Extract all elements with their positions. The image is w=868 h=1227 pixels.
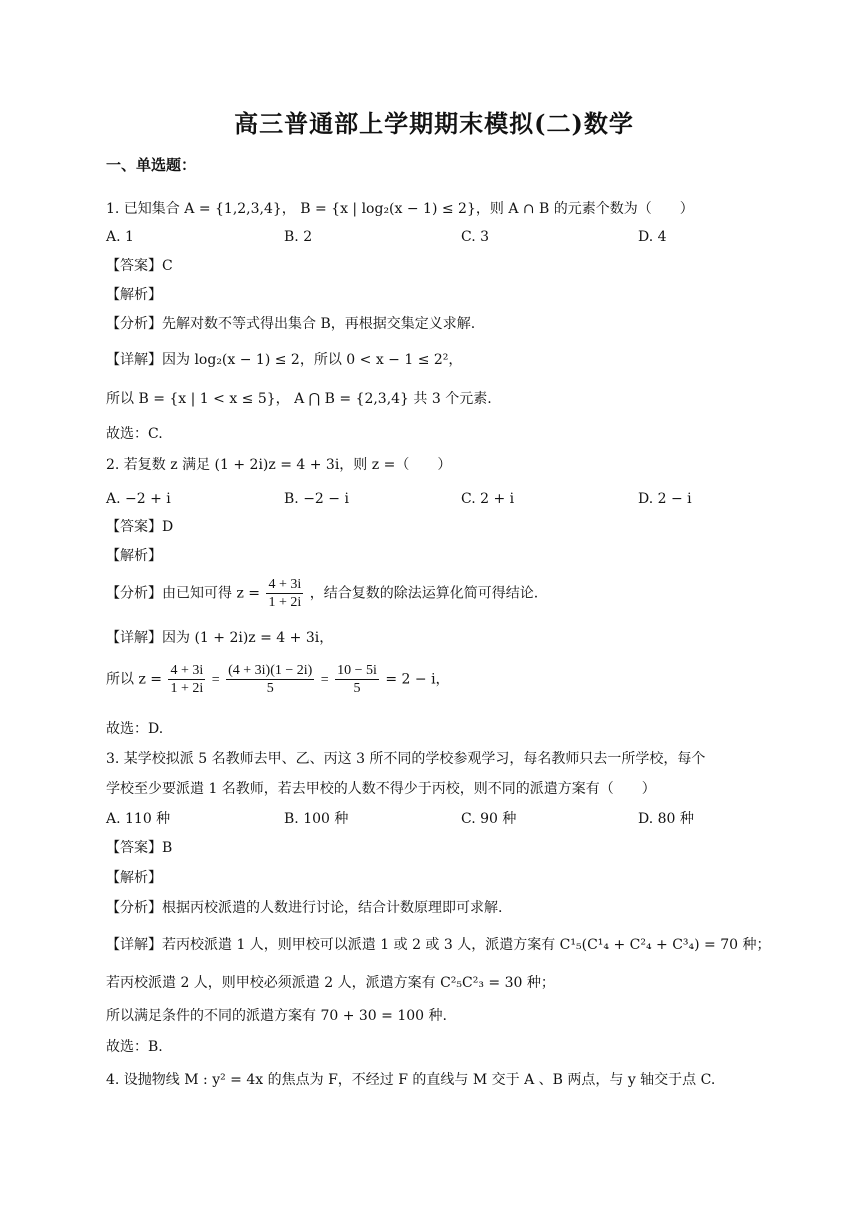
fraction-numerator: 4 + 3i bbox=[170, 663, 204, 678]
q2-option-d: D. 2 − i bbox=[638, 491, 692, 507]
page-title: 高三普通部上学期期末模拟(二)数学 bbox=[234, 109, 634, 138]
q1-fenxi: 【分析】先解对数不等式得出集合 B，再根据交集定义求解. bbox=[106, 316, 476, 332]
q1-analysis-heading: 【解析】 bbox=[106, 287, 162, 303]
q3-choose: 故选：B. bbox=[106, 1039, 163, 1055]
q2-fenxi bbox=[106, 576, 538, 611]
q1-option-d: D. 4 bbox=[638, 229, 667, 245]
q2-stem: 2. 若复数 z 满足 (1 + 2i)z = 4 + 3i，则 z =（ ） bbox=[106, 457, 452, 473]
q1-answer: 【答案】C bbox=[106, 258, 173, 274]
q3-detail-3: 所以满足条件的不同的派遣方案有 70 + 30 = 100 种. bbox=[106, 1008, 447, 1024]
q3-detail-2: 若丙校派遣 2 人，则甲校必须派遣 2 人，派遣方案有 C²₅C²₃ = 30 种； bbox=[106, 975, 555, 991]
q2-answer: 【答案】D bbox=[106, 519, 174, 535]
q2-fenxi-post: ，结合复数的除法运算化简可得结论. bbox=[309, 585, 539, 602]
q2-fraction-1 bbox=[168, 662, 205, 697]
q1-option-c: C. 3 bbox=[461, 229, 490, 245]
fraction-denominator: 1 + 2i bbox=[170, 681, 204, 696]
q3-detail-1: 【详解】若丙校派遣 1 人，则甲校可以派遣 1 或 2 或 3 人，派遣方案有 C¹₅(C¹₄ + C²₄ + C³₄) = 70 种； bbox=[106, 937, 771, 953]
q1-detail-2: 所以 B = {x | 1 < x ≤ 5}， A ⋂ B = {2,3,4} 共 3 个元素. bbox=[106, 391, 492, 407]
q3-answer: 【答案】B bbox=[106, 840, 173, 856]
q2-detail-2-pre: 所以 z = bbox=[106, 671, 163, 688]
fraction-numerator: 4 + 3i bbox=[268, 577, 302, 592]
q3-option-a: A. 110 种 bbox=[106, 811, 171, 827]
q3-stem-line-2: 学校至少要派遣 1 名教师，若去甲校的人数不得少于丙校，则不同的派遣方案有（ ） bbox=[106, 781, 656, 797]
q2-detail-2-post: = 2 − i， bbox=[385, 671, 450, 688]
q1-option-b: B. 2 bbox=[284, 229, 313, 245]
q2-fraction-3 bbox=[335, 662, 379, 697]
q1-stem: 1. 已知集合 A = {1,2,3,4}， B = {x | log₂(x − 1) ≤ 2}，则 A ∩ B 的元素个数为（ ） bbox=[106, 201, 694, 217]
q1-detail-1: 【详解】因为 log₂(x − 1) ≤ 2，所以 0 < x − 1 ≤ 2²， bbox=[106, 352, 463, 368]
q2-option-c: C. 2 + i bbox=[461, 491, 515, 507]
q2-detail-1: 【详解】因为 (1 + 2i)z = 4 + 3i， bbox=[106, 630, 334, 646]
q2-choose: 故选：D. bbox=[106, 721, 164, 737]
q1-option-a: A. 1 bbox=[106, 229, 134, 245]
q2-option-a: A. −2 + i bbox=[106, 491, 171, 507]
fraction-denominator: 1 + 2i bbox=[268, 595, 302, 610]
q3-option-d: D. 80 种 bbox=[638, 811, 694, 827]
q3-analysis-heading: 【解析】 bbox=[106, 870, 162, 886]
q2-fenxi-fraction bbox=[266, 576, 303, 611]
fraction-numerator: 10 − 5i bbox=[337, 663, 377, 678]
section-heading: 一、单选题： bbox=[106, 156, 197, 174]
q3-option-c: C. 90 种 bbox=[461, 811, 517, 827]
q2-fenxi-pre: 【分析】由已知可得 z = bbox=[106, 585, 261, 602]
fraction-numerator: (4 + 3i)(1 − 2i) bbox=[228, 663, 313, 678]
fraction-denominator: 5 bbox=[353, 681, 361, 696]
fraction-denominator: 5 bbox=[266, 681, 274, 696]
q3-option-b: B. 100 种 bbox=[284, 811, 349, 827]
q2-analysis-heading: 【解析】 bbox=[106, 548, 162, 564]
q4-stem: 4. 设抛物线 M : y² = 4x 的焦点为 F，不经过 F 的直线与 M 交于 A 、B 两点，与 y 轴交于点 C. bbox=[106, 1072, 716, 1088]
q2-option-b: B. −2 − i bbox=[284, 491, 349, 507]
q1-choose: 故选：C. bbox=[106, 426, 163, 442]
q3-stem-line-1: 3. 某学校拟派 5 名教师去甲、乙、丙这 3 所不同的学校参观学习，每名教师只去一所学校，每个 bbox=[106, 751, 706, 767]
equals-sign: = bbox=[211, 672, 220, 688]
equals-sign: = bbox=[320, 672, 329, 688]
q2-detail-2 bbox=[106, 662, 450, 697]
q2-fraction-2 bbox=[226, 662, 314, 697]
q3-fenxi: 【分析】根据丙校派遣的人数进行讨论，结合计数原理即可求解. bbox=[106, 900, 503, 916]
